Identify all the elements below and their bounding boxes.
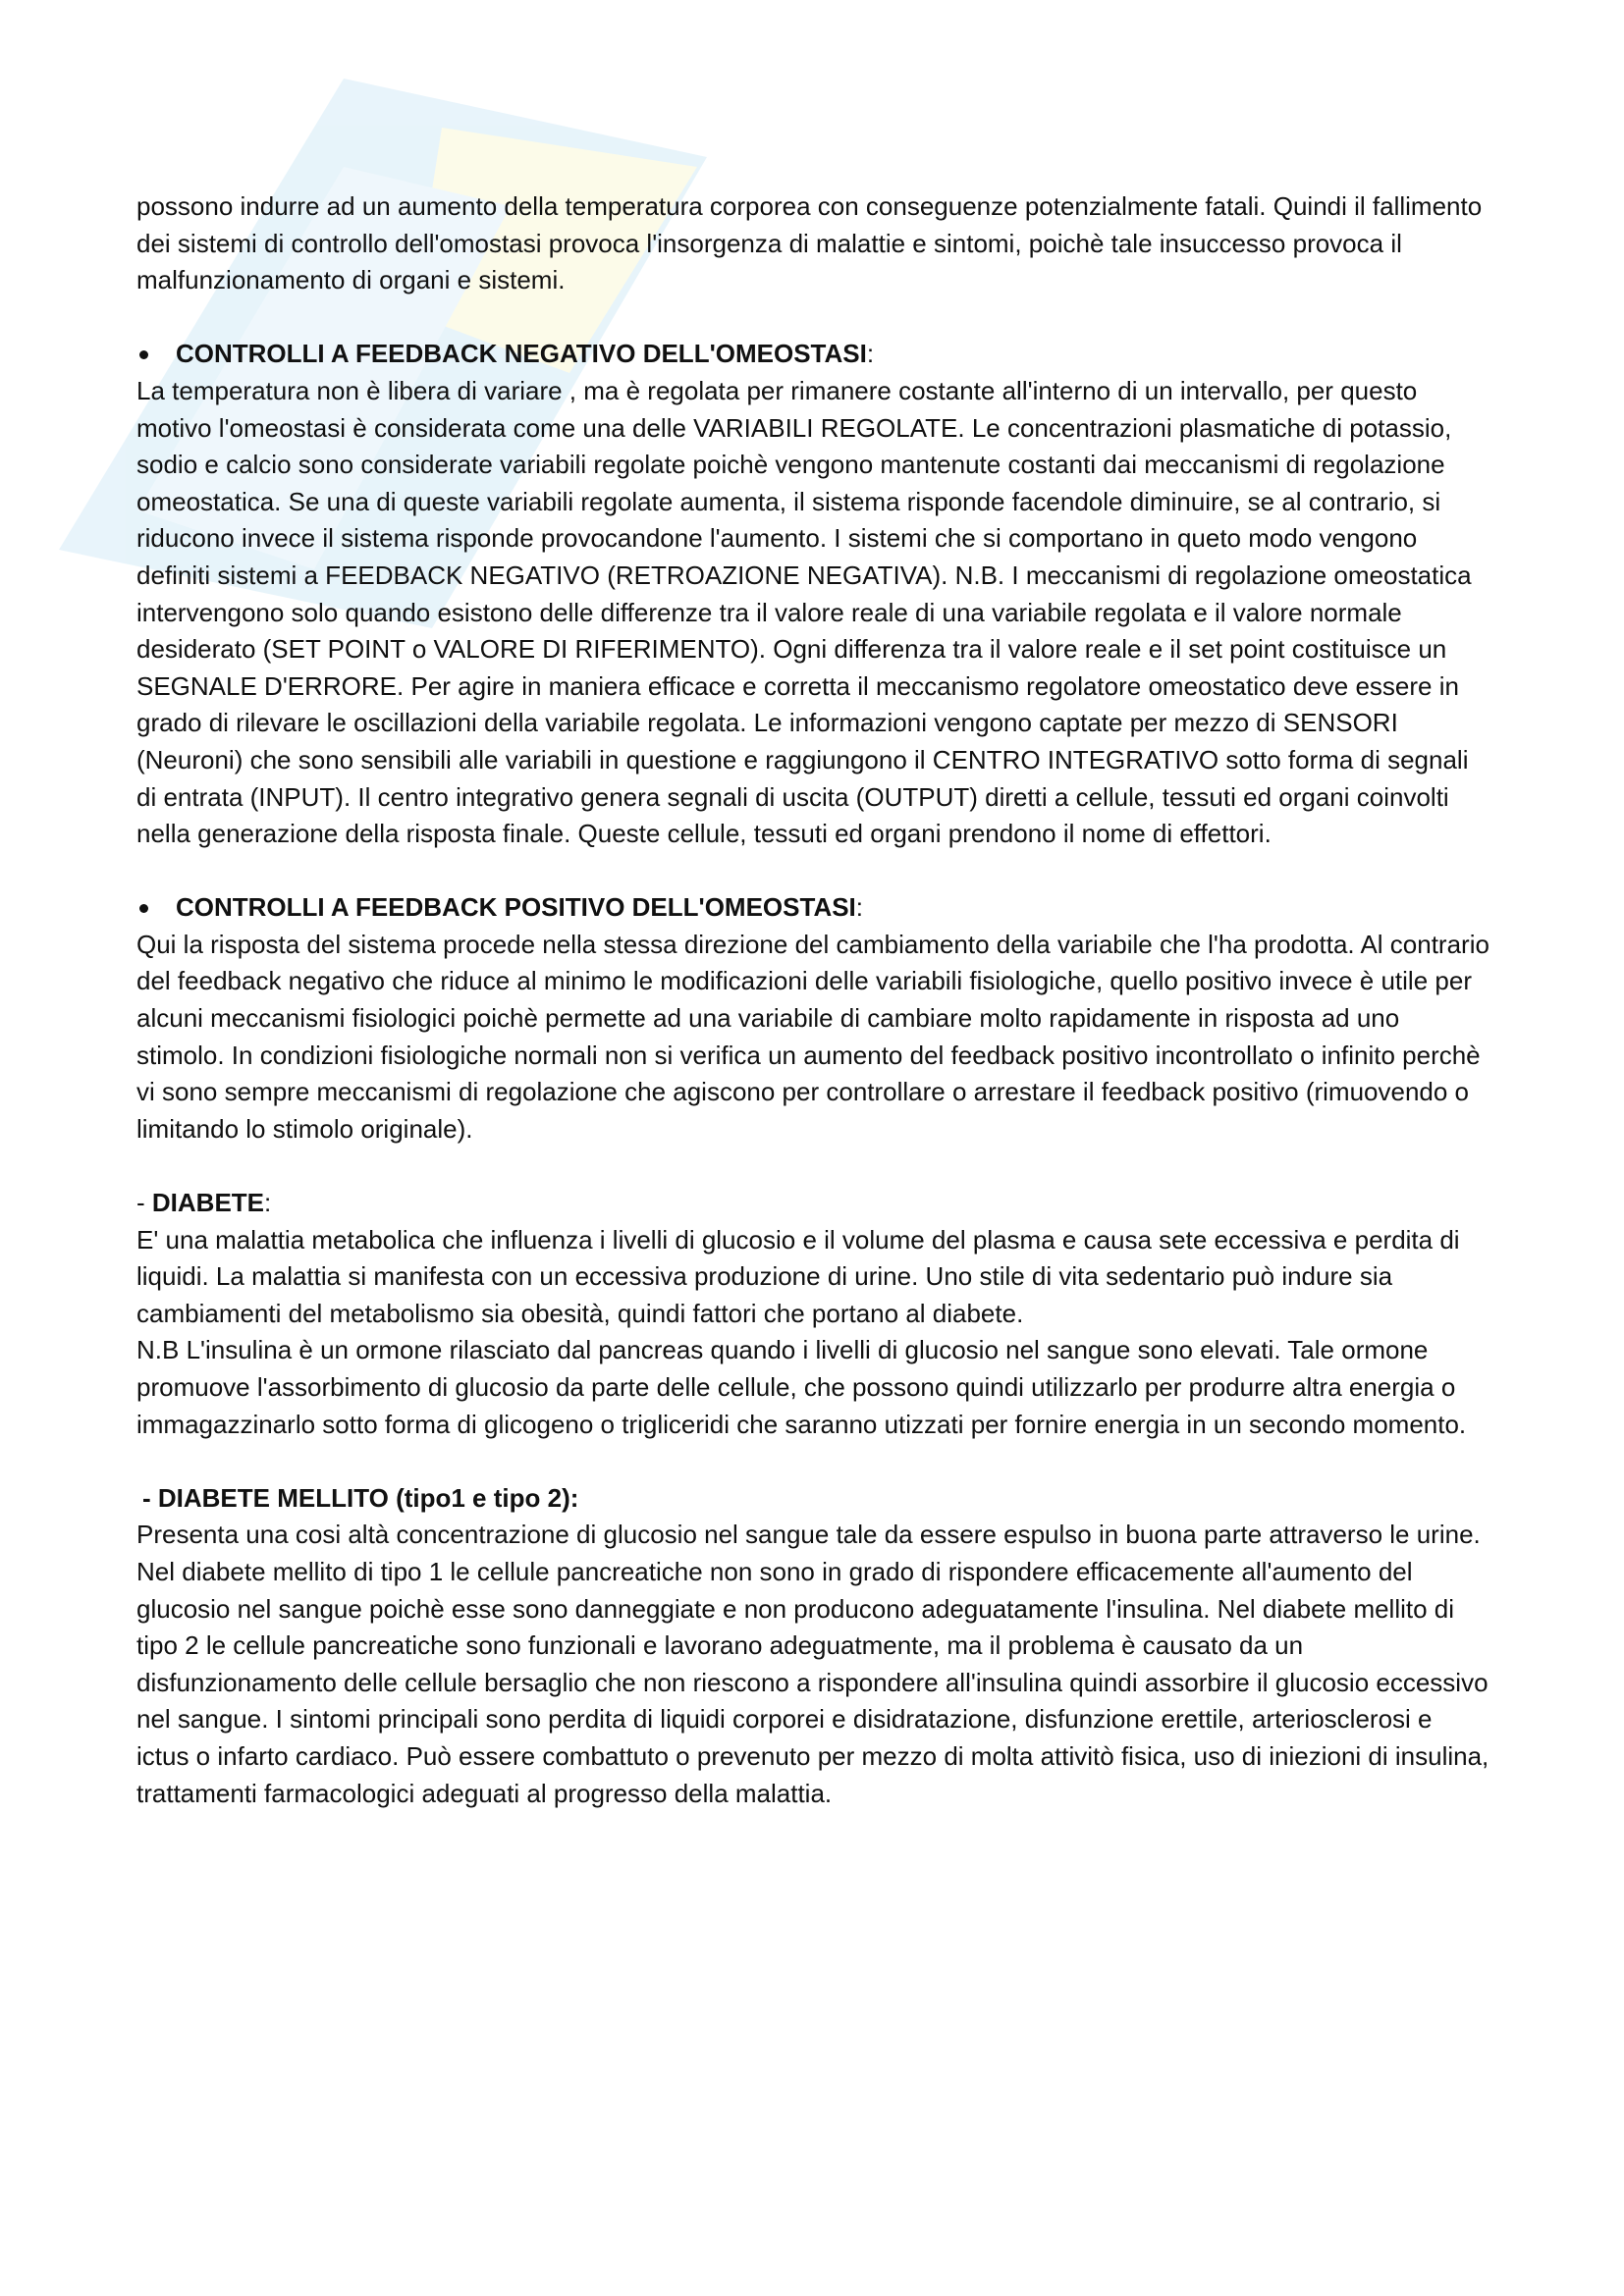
heading-diabete: [136, 1185, 1491, 1222]
heading-diabete-colon: :: [264, 1188, 272, 1218]
spacer: [136, 1148, 1491, 1185]
heading-positive-title: CONTROLLI A FEEDBACK POSITIVO DELL'OMEOSTASI: [176, 892, 856, 923]
heading-positive-feedback: [136, 889, 1491, 927]
heading-diabete-mellito: - DIABETE MELLITO (tipo1 e tipo 2):: [142, 1482, 579, 1513]
diabete-note-paragraph: N.B L'insulina è un ormone rilasciato dal pancreas quando i livelli di glucosio nel sangue sono elevati. Tale ormone promuove l'assorbimento di glucosio da parte delle cellule, che possono quindi utilizzarlo per produrre altra energia o immagazzinarlo sotto forma di glicogeno o trigliceridi che saranno utizzati per fornire energia in un secondo momento.: [136, 1335, 1467, 1439]
bullet-icon: [139, 350, 148, 359]
heading-negative-feedback: [136, 336, 1491, 373]
heading-diabete-title: DIABETE: [151, 1188, 265, 1218]
heading-diabete-prefix: -: [136, 1188, 152, 1218]
bullet-icon: [139, 904, 148, 913]
diabete-mellito-paragraph: Presenta una cosi altà concentrazione di glucosio nel sangue tale da essere espulso in buona parte attraverso le urine. Nel diabete mellito di tipo 1 le cellule pancreatiche non sono in grado di rispondere efficacemente all'aumento del glucosio nel sangue poichè esse sono danneggiate e non producono adeguatamente l'insulina. Nel diabete mellito di tipo 2 le cellule pancreatiche sono funzionali e lavorano adeguatmente, ma il problema è causato da un disfunzionamento delle cellule bersaglio che non riescono a rispondere all'insulina quindi assorbire il glucosio eccessivo nel sangue. I sintomi principali sono perdita di liquidi corporei e disidratazione, disfunzione erettile, arteriosclerosi e ictus o infarto cardiaco. Può essere combattuto o prevenuto per mezzo di molta attivitò fisica, uso di iniezioni di insulina, trattamenti farmacologici adeguati al progresso della malattia.: [136, 1520, 1489, 1808]
positive-feedback-paragraph: Qui la risposta del sistema procede nella stessa direzione del cambiamento della variabile che l'ha prodotta. Al contrario del feedback negativo che riduce al minimo le modificazioni delle variabili fisiologiche, quello positivo invece è utile per alcuni meccanismi fisiologici poichè permette ad una variabile di cambiare molto rapidamente in risposta ad uno stimolo. In condizioni fisiologiche normali non si verifica un aumento del feedback positivo incontrollato o infinito perchè vi sono sempre meccanismi di regolazione che agiscono per controllare o arrestare il feedback positivo (rimuovendo o limitando lo stimolo originale).: [136, 929, 1489, 1144]
heading-negative-colon: :: [866, 339, 875, 369]
diabete-paragraph: E' una malattia metabolica che influenza i livelli di glucosio e il volume del plasma e causa sete eccessiva e perdita di liquidi. La malattia si manifesta con un eccessiva produzione di urine. Uno stile di vita sedentario può indure sia cambiamenti del metabolismo sia obesità, quindi fattori che portano al diabete.: [136, 1224, 1460, 1328]
intro-paragraph: possono indurre ad un aumento della temperatura corporea con conseguenze potenzialmente fatali. Quindi il fallimento dei sistemi di controllo dell'omostasi provoca l'insorgenza di malattie e sintomi, poichè tale insuccesso provoca il malfunzionamento di organi e sistemi.: [136, 191, 1483, 295]
heading-negative-title: CONTROLLI A FEEDBACK NEGATIVO DELL'OMEOSTASI: [176, 339, 867, 369]
negative-feedback-paragraph: La temperatura non è libera di variare , ma è regolata per rimanere costante all'interno di un intervallo, per questo motivo l'omeostasi è considerata come una delle VARIABILI REGOLATE. Le concentrazioni plasmatiche di potassio, sodio e calcio sono considerate variabili regolate poichè vengono mantenute costanti dai meccanismi di regolazione omeostatica. Se una di queste variabili regolate aumenta, il sistema risponde facendole diminuire, se al contrario, si riducono invece il sistema risponde provocandone l'aumento. I sistemi che si comportano in queto modo vengono definiti sistemi a FEEDBACK NEGATIVO (RETROAZIONE NEGATIVA). N.B. I meccanismi di regolazione omeostatica intervengono solo quando esistono delle differenze tra il valore reale di una variabile regolata e il valore normale desiderato (SET POINT o VALORE DI RIFERIMENTO). Ogni differenza tra il valore reale e il set point costituisce un SEGNALE D'ERRORE. Per agire in maniera efficace e corretta il meccanismo regolatore omeostatico deve essere in grado di rilevare le oscillazioni della variabile regolata. Le informazioni vengono captate per mezzo di SENSORI (Neuroni) che sono sensibili alle variabili in questione e raggiungono il CENTRO INTEGRATIVO sotto forma di segnali di entrata (INPUT). Il centro integrativo genera segnali di uscita (OUTPUT) diretti a cellule, tessuti ed organi coinvolti nella generazione della risposta finale. Queste cellule, tessuti ed organi prendono il nome di effettori.: [136, 375, 1472, 849]
heading-positive-colon: :: [855, 892, 864, 923]
spacer: [136, 853, 1491, 890]
spacer: [136, 299, 1491, 337]
spacer: [136, 1443, 1491, 1480]
document-page: [136, 188, 1491, 1812]
